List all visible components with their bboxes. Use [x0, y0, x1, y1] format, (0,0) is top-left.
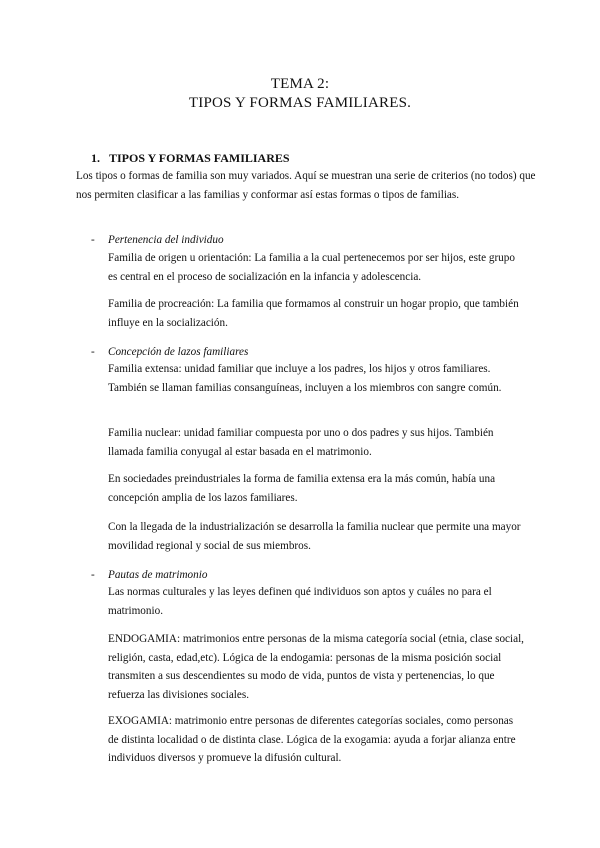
- section-number: 1.: [91, 151, 100, 165]
- bullet-heading-pertenencia: Pertenencia del individuo: [108, 234, 224, 246]
- paragraph-sociedades-preindustriales: En sociedades preindustriales la forma de familia extensa era la más común, había una concepción amplia de los lazos familiares.: [108, 473, 496, 504]
- bullet-marker: -: [91, 234, 95, 246]
- paragraph-familia-extensa: Familia extensa: unidad familiar que incluye a los padres, los hijos y otros familiares. También se llaman familias consanguíneas, incluyen a los miembros con sangre común.: [108, 363, 502, 394]
- paragraph-normas-culturales: Las normas culturales y las leyes definen qué individuos son aptos y cuáles no para el matrimonio.: [108, 586, 492, 617]
- document-title-line2: TIPOS Y FORMAS FAMILIARES.: [188, 95, 412, 111]
- section-intro-paragraph: Los tipos o formas de familia son muy variados. Aquí se muestran una serie de criterios (no todos) que nos permiten clasificar a las familias y conformar así estas formas o tipos de familias.: [76, 170, 536, 201]
- paragraph-endogamia: ENDOGAMIA: matrimonios entre personas de la misma categoría social (etnia, clase social, religión, casta, edad,etc). Lógica de la endogamia: personas de la misma posición social transmiten a sus descendientes su modo de vida, puntos de vista y pertenencias, lo que refuerza las divisiones sociales.: [108, 633, 524, 701]
- paragraph-industrializacion: Con la llegada de la industrialización se desarrolla la familia nuclear que permite una mayor movilidad regional y social de sus miembros.: [108, 521, 521, 552]
- paragraph-familia-procreacion: Familia de procreación: La familia que formamos al construir un hogar propio, que también influye en la socialización.: [108, 298, 519, 329]
- paragraph-exogamia: EXOGAMIA: matrimonio entre personas de diferentes categorías sociales, como personas de distinta localidad o de distinta clase. Lógica de la exogamia: ayuda a forjar alianza entre individuos diversos y promueve la difusión cultural.: [108, 715, 516, 764]
- paragraph-familia-nuclear: Familia nuclear: unidad familiar compuesta por uno o dos padres y sus hijos. También llamada familia conyugal al estar basada en el matrimonio.: [108, 427, 494, 458]
- bullet-marker: -: [91, 569, 95, 581]
- bullet-marker: -: [91, 346, 95, 358]
- section-heading: [91, 151, 290, 166]
- bullet-heading-lazos: Concepción de lazos familiares: [108, 346, 249, 358]
- section-heading-text: TIPOS Y FORMAS FAMILIARES: [109, 151, 290, 165]
- document-title-line1: TEMA 2:: [270, 76, 330, 92]
- bullet-heading-matrimonio: Pautas de matrimonio: [108, 569, 208, 581]
- paragraph-familia-origen: Familia de origen u orientación: La familia a la cual pertenecemos por ser hijos, este grupo es central en el proceso de socialización en la infancia y adolescencia.: [108, 252, 515, 283]
